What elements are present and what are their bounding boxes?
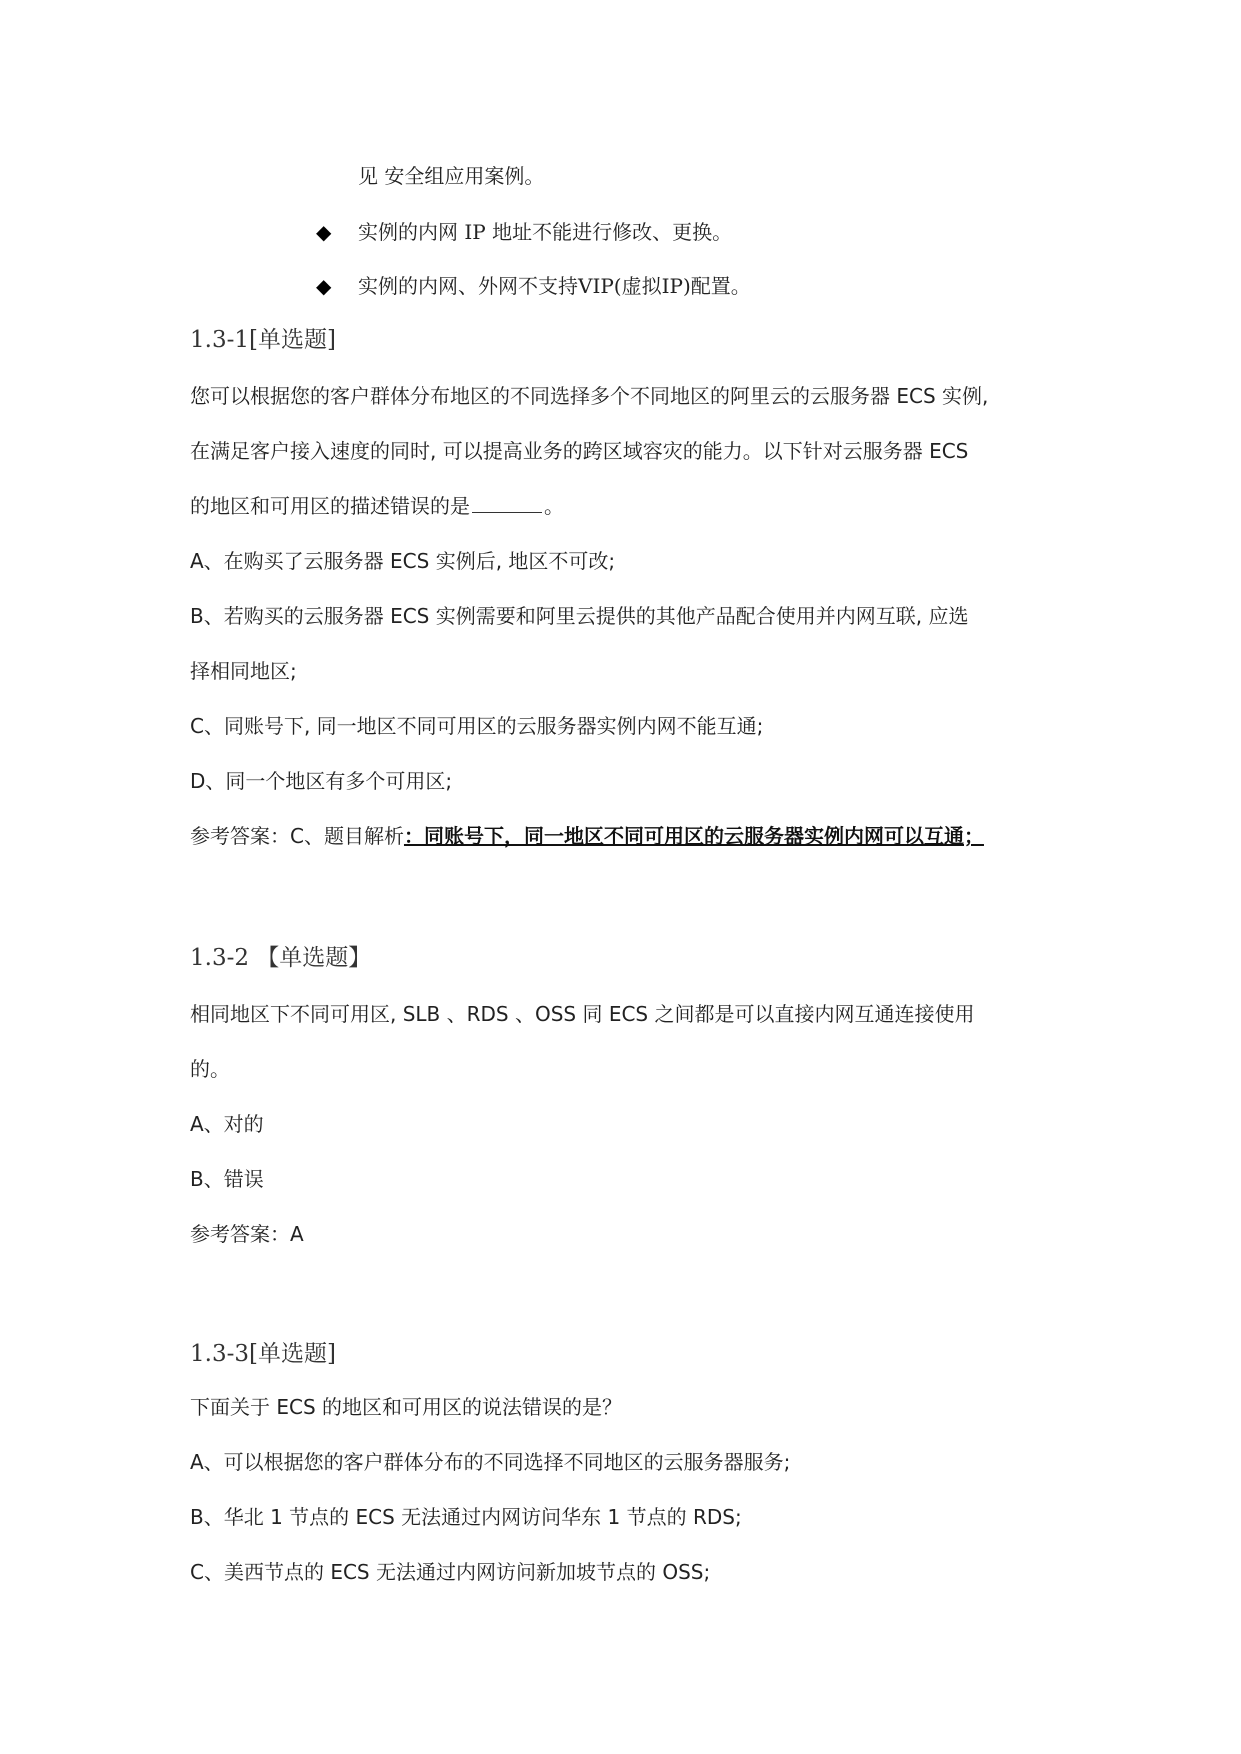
bullet-text: 实例的内网、外网不支持VIP(虚拟IP)配置。: [358, 274, 751, 298]
stem-text: 。: [544, 494, 564, 518]
option-a: A、对的: [190, 1112, 264, 1136]
reference-answer: [190, 822, 984, 850]
answer-explanation: ：同账号下，同一地区不同可用区的云服务器实例内网可以互通；: [403, 824, 984, 848]
option-b: B、错误: [190, 1167, 264, 1191]
option-b-continued: 择相同地区;: [190, 659, 297, 683]
question-stem-line: [190, 492, 564, 520]
answer-prefix: 参考答案：C、题目解析: [190, 824, 404, 848]
question-heading: 1.3-1[单选题]: [190, 327, 336, 353]
diamond-bullet-icon: ◆: [316, 274, 332, 298]
question-heading: 1.3-2 【单选题】: [190, 945, 372, 971]
bullet-text: 实例的内网 IP 地址不能进行修改、更换。: [358, 220, 733, 244]
option-a: A、可以根据您的客户群体分布的不同选择不同地区的云服务器服务;: [190, 1450, 791, 1474]
intro-bullet-2: [316, 272, 751, 300]
answer-blank: [472, 494, 542, 513]
intro-continuation: 见 安全组应用案例。: [358, 164, 545, 188]
intro-bullet-1: [316, 218, 732, 246]
question-stem-line: 在满足客户接入速度的同时, 可以提高业务的跨区域容灾的能力。以下针对云服务器 ECS: [190, 439, 969, 463]
question-stem-line: 您可以根据您的客户群体分布地区的不同选择多个不同地区的阿里云的云服务器 ECS 实例,: [190, 384, 989, 408]
option-c: C、美西节点的 ECS 无法通过内网访问新加坡节点的 OSS;: [190, 1560, 711, 1584]
reference-answer: 参考答案：A: [190, 1222, 304, 1246]
option-b: B、华北 1 节点的 ECS 无法通过内网访问华东 1 节点的 RDS;: [190, 1505, 742, 1529]
question-stem-line: 相同地区下不同可用区, SLB 、RDS 、OSS 同 ECS 之间都是可以直接内网互通连接使用: [190, 1002, 975, 1026]
option-b: B、若购买的云服务器 ECS 实例需要和阿里云提供的其他产品配合使用并内网互联, 应选: [190, 604, 969, 628]
question-heading: 1.3-3[单选题]: [190, 1341, 336, 1367]
question-stem-line: 下面关于 ECS 的地区和可用区的说法错误的是？: [190, 1395, 623, 1419]
option-d: D、同一个地区有多个可用区;: [190, 769, 453, 793]
option-c: C、同账号下, 同一地区不同可用区的云服务器实例内网不能互通;: [190, 714, 764, 738]
stem-text: 的地区和可用区的描述错误的是: [190, 494, 470, 518]
diamond-bullet-icon: ◆: [316, 220, 332, 244]
option-a: A、在购买了云服务器 ECS 实例后, 地区不可改;: [190, 549, 616, 573]
question-stem-line: 的。: [190, 1057, 230, 1081]
